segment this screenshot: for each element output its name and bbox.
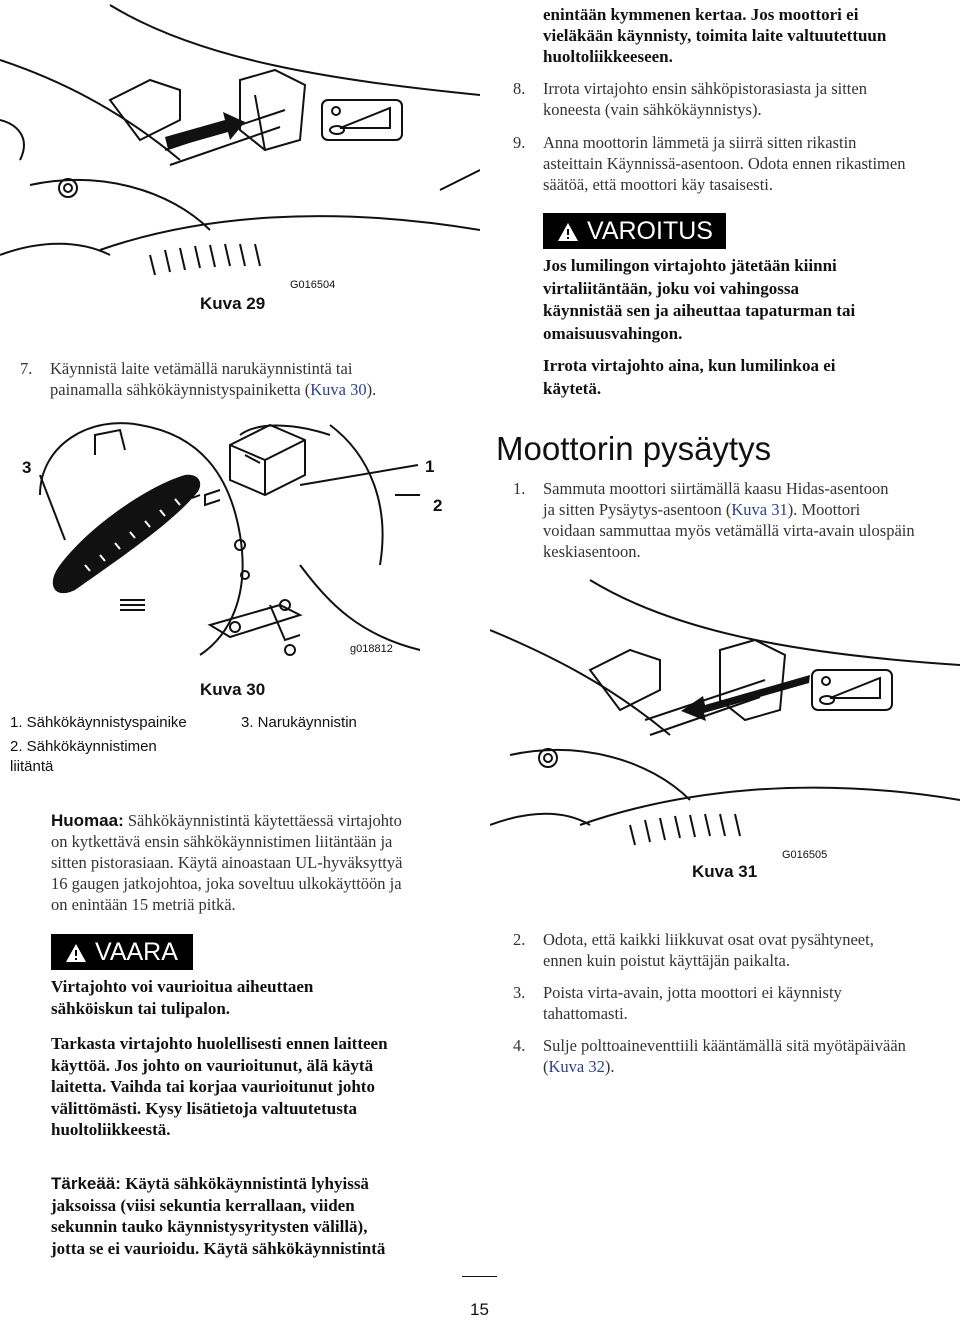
figure-31-caption: Kuva 31 <box>692 862 758 881</box>
danger-label: VAARA <box>51 934 193 970</box>
stop-step-2: 2. Odota, että kaikki liikkuvat osat ovat pysähtyneet, ennen kuin poistut käyttäjän paikalta. <box>513 930 874 970</box>
warning-triangle-icon <box>557 222 579 242</box>
legend-item-2: 2. Sähkökäynnistimen liitäntä <box>10 738 157 775</box>
step-7 <box>20 358 460 402</box>
figure-29-illustration <box>0 0 480 330</box>
stop-step-4: 4. Sulje polttoaineventtiili kääntämällä sitä myötäpäivään (Kuva 32). <box>513 1036 906 1076</box>
warning-label: VAROITUS <box>543 213 726 249</box>
legend-item-3: 3. Narukäynnistin <box>241 714 357 731</box>
continuation-text: enintään kymmenen kertaa. Jos moottori ei vieläkään käynnisty, toimita laite valtuutettuun huoltoliikkeeseen. <box>543 5 887 66</box>
figure-30-link[interactable]: Kuva 30 <box>310 380 367 399</box>
callout-1: 1 <box>425 457 435 476</box>
warning-triangle-icon <box>65 943 87 963</box>
figure-29-caption: Kuva 29 <box>200 294 266 313</box>
legend-item-1: 1. Sähkökäynnistyspainike <box>10 714 187 731</box>
figure-31-link[interactable]: Kuva 31 <box>731 500 788 519</box>
step-7-number: 7. <box>20 359 33 378</box>
page-number: 15 <box>470 1300 489 1319</box>
important-label: Tärkeää: <box>51 1174 121 1193</box>
danger-text: Virtajohto voi vaurioitua aiheuttaen sähköiskun tai tulipalon. Tarkasta virtajohto huolellisesti ennen laitteen käyttöä. Jos johto on vaurioitunut, älä käytä laitetta. Vaihda tai korjaa vaurioitunut johto välittömästi. Kysy lisätietoja valtuutetusta huoltoliikkeestä. <box>51 977 388 1139</box>
figure-32-link[interactable]: Kuva 32 <box>548 1057 605 1076</box>
figure-30-code: g018812 <box>350 643 393 655</box>
figure-31-illustration <box>490 575 960 905</box>
step-7-line2: painamalla sähkökäynnistyspainiketta (Kuva 30). <box>50 380 377 399</box>
page-number-rule <box>462 1276 497 1277</box>
stop-step-1: 1. Sammuta moottori siirtämällä kaasu Hidas-asentoon ja sitten Pysäytys-asentoon (Kuva 31). Moottori voidaan sammuttaa myös vetämällä virta-avain ulospäin keskiasentoon. <box>513 479 915 561</box>
figure-29-code: G016504 <box>290 279 336 291</box>
callout-2: 2 <box>433 496 443 515</box>
section-title: Moottorin pysäytys <box>496 430 772 467</box>
figure-30-illustration <box>0 415 480 665</box>
stop-step-3: 3. Poista virta-avain, jotta moottori ei käynnisty tahattomasti. <box>513 983 842 1023</box>
note-label: Huomaa: <box>51 811 124 830</box>
step-9: 9. Anna moottorin lämmetä ja siirrä sitten rikastin asteittain Käynnissä-asentoon. Odota ennen rikastimen säätöä, että moottori käy tasaisesti. <box>513 133 906 194</box>
warning-text: Jos lumilingon virtajohto jätetään kiinni virtaliitäntään, joku voi vahingossa käynnistää sen ja aiheuttaa tapaturman tai omaisuusvahingon. Irrota virtajohto aina, kun lumilinkoa ei käytetä. <box>543 256 856 398</box>
important-block: Tärkeää: Käytä sähkökäynnistintä lyhyissä jaksoissa (viisi sekuntia kerrallaan, viiden sekunnin tauko käynnistysyritysten välillä), jotta se ei vaurioidu. Käytä sähkökäynnistintä <box>51 1174 386 1258</box>
note-block: Huomaa: Sähkökäynnistintä käytettäessä virtajohto on kytkettävä ensin sähkökäynnistimen liitäntään ja sitten pistorasiaan. Käytä ainoastaan UL-hyväksyttyä 16 gaugen jatkojohtoa, joka soveltuu ulkokäyttöön ja on enintään 15 metriä pitkä. <box>51 811 403 914</box>
step-8: 8. Irrota virtajohto ensin sähköpistorasiasta ja sitten koneesta (vain sähkökäynnistys). <box>513 79 867 119</box>
callout-3: 3 <box>22 458 32 477</box>
figure-31-code: G016505 <box>782 849 828 861</box>
figure-30-caption: Kuva 30 <box>200 680 266 699</box>
step-7-line1: Käynnistä laite vetämällä narukäynnistintä tai <box>50 359 353 378</box>
